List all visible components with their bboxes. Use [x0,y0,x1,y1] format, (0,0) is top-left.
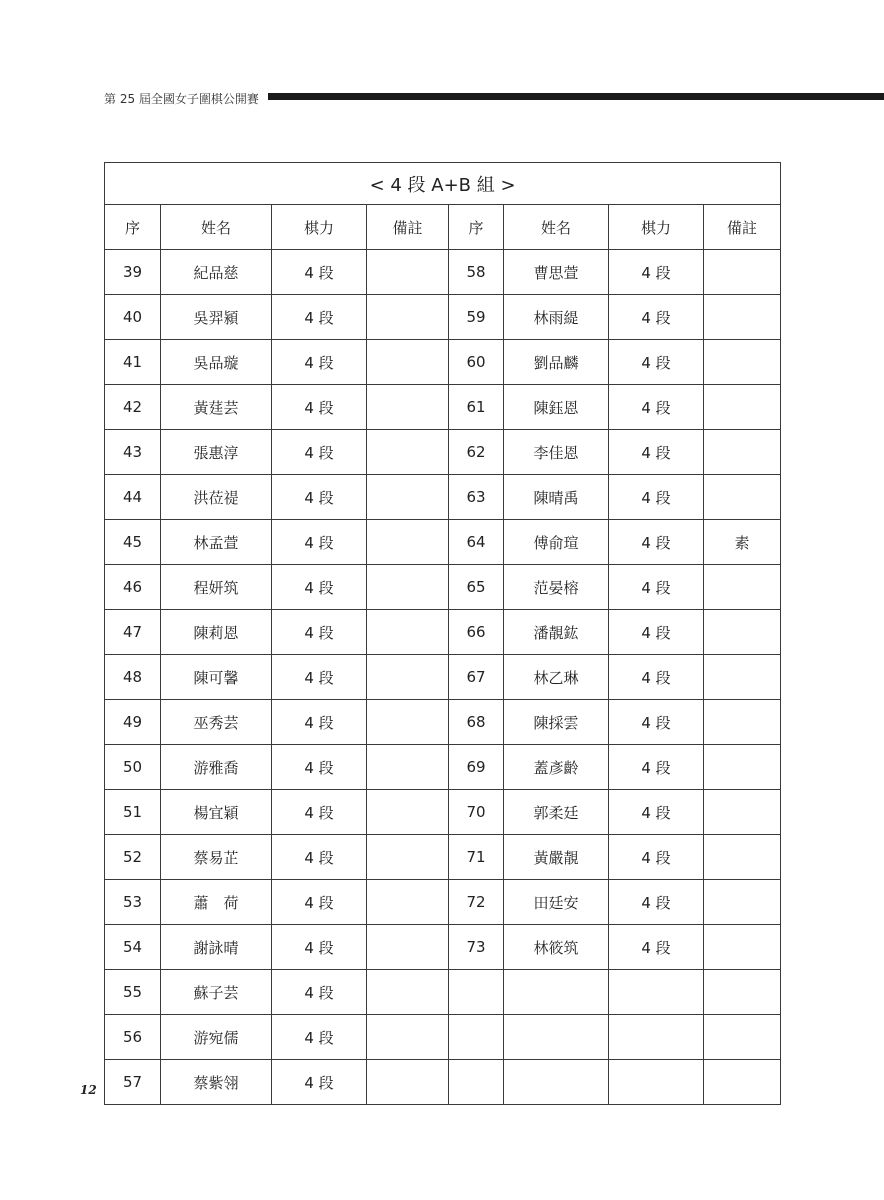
cell-name: 陳可馨 [161,655,272,700]
cell-name: 蕭 荷 [161,880,272,925]
cell-name: 洪莅禔 [161,475,272,520]
cell-rank: 4 段 [609,700,704,745]
cell-name: 范晏榕 [504,565,609,610]
cell-note [367,565,449,610]
cell-seq: 67 [449,655,504,700]
table-row [105,1060,781,1105]
cell-rank: 4 段 [609,745,704,790]
cell-seq: 61 [449,385,504,430]
table-row [105,655,781,700]
cell-seq: 60 [449,340,504,385]
cell-seq: 42 [105,385,161,430]
cell-note [367,295,449,340]
cell-name: 郭柔廷 [504,790,609,835]
table-row [105,610,781,655]
page-number: 12 [80,1083,97,1097]
cell-seq [449,970,504,1015]
column-header-row [105,205,781,250]
cell-name: 陳晴禹 [504,475,609,520]
cell-note [704,655,781,700]
cell-seq: 41 [105,340,161,385]
cell-rank [609,970,704,1015]
cell-note [704,1015,781,1060]
cell-note [704,475,781,520]
cell-seq: 47 [105,610,161,655]
cell-rank: 4 段 [609,340,704,385]
cell-seq: 70 [449,790,504,835]
cell-seq [449,1060,504,1105]
table-row [105,250,781,295]
cell-name: 游雅喬 [161,745,272,790]
cell-seq: 40 [105,295,161,340]
cell-name: 陳採雲 [504,700,609,745]
column-header-seq: 序 [105,205,161,250]
cell-note [704,700,781,745]
column-header-rank: 棋力 [272,205,367,250]
cell-rank: 4 段 [272,565,367,610]
cell-rank: 4 段 [272,925,367,970]
cell-rank: 4 段 [272,790,367,835]
cell-seq: 71 [449,835,504,880]
cell-rank: 4 段 [609,430,704,475]
table-row [105,475,781,520]
cell-note [367,340,449,385]
cell-name: 林雨緹 [504,295,609,340]
cell-rank: 4 段 [272,835,367,880]
cell-rank: 4 段 [272,520,367,565]
cell-seq: 57 [105,1060,161,1105]
cell-seq: 64 [449,520,504,565]
cell-name: 楊宜穎 [161,790,272,835]
table-row [105,340,781,385]
cell-name: 林乙琳 [504,655,609,700]
table-row [105,925,781,970]
cell-seq: 43 [105,430,161,475]
cell-note [367,790,449,835]
cell-name: 劉品麟 [504,340,609,385]
cell-name: 蘇子芸 [161,970,272,1015]
cell-note [367,970,449,1015]
cell-seq: 54 [105,925,161,970]
cell-note [704,385,781,430]
cell-seq: 55 [105,970,161,1015]
cell-seq: 65 [449,565,504,610]
cell-name [504,1060,609,1105]
cell-note [367,1015,449,1060]
cell-seq: 44 [105,475,161,520]
column-header-seq: 序 [449,205,504,250]
cell-rank: 4 段 [609,925,704,970]
cell-note [704,565,781,610]
cell-rank: 4 段 [272,295,367,340]
cell-rank: 4 段 [272,475,367,520]
cell-note [704,1060,781,1105]
cell-name: 李佳恩 [504,430,609,475]
cell-seq: 58 [449,250,504,295]
cell-name: 林孟萱 [161,520,272,565]
cell-note [704,745,781,790]
cell-note [367,520,449,565]
table-row [105,880,781,925]
cell-name: 蔡易芷 [161,835,272,880]
header-title: 第 25 屆全國女子圍棋公開賽 [104,92,259,106]
cell-name: 傅俞瑄 [504,520,609,565]
cell-rank: 4 段 [609,475,704,520]
cell-seq: 52 [105,835,161,880]
cell-note [704,835,781,880]
cell-note [704,880,781,925]
cell-rank: 4 段 [272,385,367,430]
cell-seq: 50 [105,745,161,790]
cell-rank: 4 段 [609,520,704,565]
cell-rank: 4 段 [609,565,704,610]
cell-name: 巫秀芸 [161,700,272,745]
cell-seq: 66 [449,610,504,655]
cell-rank: 4 段 [272,970,367,1015]
cell-name: 陳鈺恩 [504,385,609,430]
cell-name: 黃莛芸 [161,385,272,430]
table-title: < 4 段 A+B 組 > [105,163,781,205]
cell-name: 紀品慈 [161,250,272,295]
cell-seq: 56 [105,1015,161,1060]
cell-name: 林筱筑 [504,925,609,970]
cell-note [704,250,781,295]
cell-seq: 51 [105,790,161,835]
cell-rank [609,1060,704,1105]
cell-name: 張惠淳 [161,430,272,475]
cell-note [367,745,449,790]
cell-seq: 59 [449,295,504,340]
column-header-name: 姓名 [504,205,609,250]
cell-rank: 4 段 [609,880,704,925]
cell-rank: 4 段 [609,835,704,880]
column-header-note: 備註 [704,205,781,250]
cell-note [704,925,781,970]
cell-note [367,925,449,970]
cell-note [704,610,781,655]
table-row [105,835,781,880]
cell-name: 吳品璇 [161,340,272,385]
cell-name: 田廷安 [504,880,609,925]
cell-rank: 4 段 [609,385,704,430]
cell-note [367,835,449,880]
cell-rank [609,1015,704,1060]
cell-note [704,430,781,475]
cell-seq [449,1015,504,1060]
cell-rank: 4 段 [609,610,704,655]
cell-seq: 62 [449,430,504,475]
cell-rank: 4 段 [272,340,367,385]
cell-name: 謝詠晴 [161,925,272,970]
cell-name: 程妍筑 [161,565,272,610]
cell-note [367,880,449,925]
cell-seq: 53 [105,880,161,925]
cell-note [367,250,449,295]
cell-note [704,340,781,385]
cell-rank: 4 段 [272,610,367,655]
cell-note [367,1060,449,1105]
cell-note [367,655,449,700]
cell-name: 蔡紫翎 [161,1060,272,1105]
cell-note: 素 [704,520,781,565]
cell-note [367,430,449,475]
cell-rank: 4 段 [272,430,367,475]
cell-name: 陳莉恩 [161,610,272,655]
cell-name: 游宛儒 [161,1015,272,1060]
cell-rank: 4 段 [272,880,367,925]
cell-note [704,790,781,835]
table-row [105,385,781,430]
cell-rank: 4 段 [609,250,704,295]
table-title-row [105,163,781,205]
cell-name: 黃嚴靚 [504,835,609,880]
cell-rank: 4 段 [609,790,704,835]
table-row [105,700,781,745]
cell-name [504,1015,609,1060]
table-row [105,295,781,340]
cell-rank: 4 段 [609,295,704,340]
cell-note [367,700,449,745]
column-header-name: 姓名 [161,205,272,250]
cell-rank: 4 段 [609,655,704,700]
cell-rank: 4 段 [272,655,367,700]
cell-seq: 45 [105,520,161,565]
cell-name: 吳羿潁 [161,295,272,340]
cell-note [704,295,781,340]
cell-note [367,385,449,430]
column-header-rank: 棋力 [609,205,704,250]
cell-rank: 4 段 [272,700,367,745]
player-roster-table [104,162,781,1105]
cell-note [367,475,449,520]
cell-seq: 73 [449,925,504,970]
table-row [105,520,781,565]
table-row [105,565,781,610]
header-rule [268,93,884,100]
table-row [105,790,781,835]
cell-seq: 72 [449,880,504,925]
cell-name: 曹思萱 [504,250,609,295]
cell-rank: 4 段 [272,1015,367,1060]
cell-seq: 63 [449,475,504,520]
table-row [105,430,781,475]
table-row [105,970,781,1015]
cell-name: 潘靚鈜 [504,610,609,655]
cell-seq: 46 [105,565,161,610]
cell-note [704,970,781,1015]
cell-name: 蓋彥齡 [504,745,609,790]
cell-rank: 4 段 [272,250,367,295]
table-row [105,1015,781,1060]
cell-seq: 68 [449,700,504,745]
cell-note [367,610,449,655]
cell-rank: 4 段 [272,1060,367,1105]
column-header-note: 備註 [367,205,449,250]
cell-seq: 49 [105,700,161,745]
cell-name [504,970,609,1015]
cell-rank: 4 段 [272,745,367,790]
cell-seq: 69 [449,745,504,790]
cell-seq: 39 [105,250,161,295]
table-row [105,745,781,790]
cell-seq: 48 [105,655,161,700]
